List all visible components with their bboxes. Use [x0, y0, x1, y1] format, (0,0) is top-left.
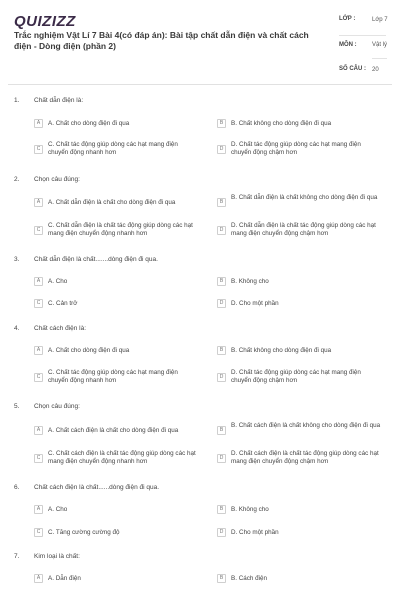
option-letter-box: B: [217, 505, 226, 514]
option-letter-box: A: [34, 426, 43, 435]
option-text: B. Chất cách điện là chất không cho dòng điện đi qua: [231, 422, 381, 429]
question-number: 2.: [14, 176, 20, 183]
option-letter-box: C: [34, 145, 43, 154]
option-letter-box: C: [34, 373, 43, 382]
option-text: D. Chất tác động giúp dòng các hạt mang điện chuyển động chậm hơn: [231, 141, 361, 156]
option-text: B. Không cho: [231, 278, 269, 285]
option-text: B. Không cho: [231, 506, 269, 513]
option-text: B. Chất không cho dòng điện đi qua: [231, 347, 332, 354]
option-letter-box: A: [34, 574, 43, 583]
option-letter-box: B: [217, 277, 226, 286]
subject-value: Vật lý: [372, 42, 388, 48]
option-letter-box: C: [34, 454, 43, 463]
question-text: Chất cách điện là chất......dòng điện đi qua.: [34, 484, 160, 491]
question-number: 6.: [14, 484, 20, 491]
question-count-label: SỐ CÂU :: [339, 66, 366, 72]
question-number: 1.: [14, 97, 20, 104]
question-number: 5.: [14, 403, 20, 410]
option-letter-box: A: [34, 119, 43, 128]
class-value: Lớp 7: [372, 17, 388, 23]
option-text: D. Cho một phần: [231, 300, 279, 307]
option-text: C. Chất tác động giúp dòng các hạt mang điện chuyển động nhanh hơn: [48, 369, 178, 384]
option-text: C. Chất tác động giúp dòng các hạt mang điện chuyển động nhanh hơn: [48, 141, 178, 156]
option-letter-box: B: [217, 574, 226, 583]
option-letter-box: D: [217, 373, 226, 382]
subject-label: MÔN :: [339, 42, 357, 48]
option-letter-box: D: [217, 454, 226, 463]
option-text: B. Chất dẫn điện là chất không cho dòng điện đi qua: [231, 194, 378, 201]
option-letter-box: B: [217, 346, 226, 355]
option-text: A. Dẫn điện: [48, 575, 81, 582]
option-text: D. Cho một phần: [231, 529, 279, 536]
option-letter-box: C: [34, 226, 43, 235]
question-text: Chất dẫn điện là chất.......dòng điện đi qua.: [34, 256, 158, 263]
class-label: LỚP :: [339, 16, 356, 22]
question-text: Kim loại là chất:: [34, 553, 80, 560]
question-number: 3.: [14, 256, 20, 263]
option-text: C. Chất cách điện là chất tác động giúp dòng các hạt mang điện chuyển động nhanh hơn: [48, 450, 196, 465]
option-letter-box: B: [217, 119, 226, 128]
question-text: Chọn câu đúng:: [34, 176, 80, 183]
option-letter-box: B: [217, 426, 226, 435]
header-divider: [8, 84, 392, 85]
option-text: B. Cách điện: [231, 575, 268, 582]
option-text: C. Tăng cường cường độ: [48, 529, 120, 536]
option-letter-box: D: [217, 299, 226, 308]
question-text: Chọn câu đúng:: [34, 403, 80, 410]
option-letter-box: A: [34, 346, 43, 355]
option-text: A. Chất dẫn điện là chất cho dòng điện đi qua: [48, 199, 176, 206]
question-number: 7.: [14, 553, 20, 560]
option-text: A. Chất cách điện là chất cho dòng điện đi qua: [48, 427, 179, 434]
option-letter-box: B: [217, 198, 226, 207]
option-letter-box: D: [217, 226, 226, 235]
option-text: A. Chất cho dòng điện đi qua: [48, 347, 130, 354]
option-letter-box: A: [34, 505, 43, 514]
option-text: A. Cho: [48, 506, 68, 513]
option-text: D. Chất cách điện là chất tác động giúp dòng các hạt mang điện chuyển động chậm hơn: [231, 450, 379, 465]
quizizz-logo: QUIZIZZ: [14, 13, 76, 30]
option-text: D. Chất dẫn điện là chất tác động giúp dòng các hạt mang điện chuyển động chậm hơn: [231, 222, 376, 237]
meta-divider: [339, 35, 386, 36]
meta-divider: [372, 58, 387, 59]
option-text: C. Chất dẫn điện là chất tác động giúp dòng các hạt mang điện chuyển động nhanh hơn: [48, 222, 193, 237]
question-count-value: 20: [372, 67, 379, 73]
worksheet-title: Trắc nghiệm Vật Lí 7 Bài 4(có đáp án): Bài tập chất dẫn điện và chất cách điện - Dòng điện (phần 2): [14, 30, 309, 51]
option-text: D. Chất tác động giúp dòng các hạt mang điện chuyển động chậm hơn: [231, 369, 361, 384]
option-letter-box: A: [34, 277, 43, 286]
option-letter-box: C: [34, 299, 43, 308]
option-text: A. Cho: [48, 278, 68, 285]
option-letter-box: D: [217, 528, 226, 537]
option-letter-box: D: [217, 145, 226, 154]
option-text: B. Chất không cho dòng điện đi qua: [231, 120, 332, 127]
option-text: C. Cản trở: [48, 300, 78, 307]
question-text: Chất dẫn điện là:: [34, 97, 84, 104]
option-text: A. Chất cho dòng điện đi qua: [48, 120, 130, 127]
option-letter-box: A: [34, 198, 43, 207]
worksheet-header: [0, 0, 400, 82]
question-text: Chất cách điện là:: [34, 325, 87, 332]
question-number: 4.: [14, 325, 20, 332]
option-letter-box: C: [34, 528, 43, 537]
